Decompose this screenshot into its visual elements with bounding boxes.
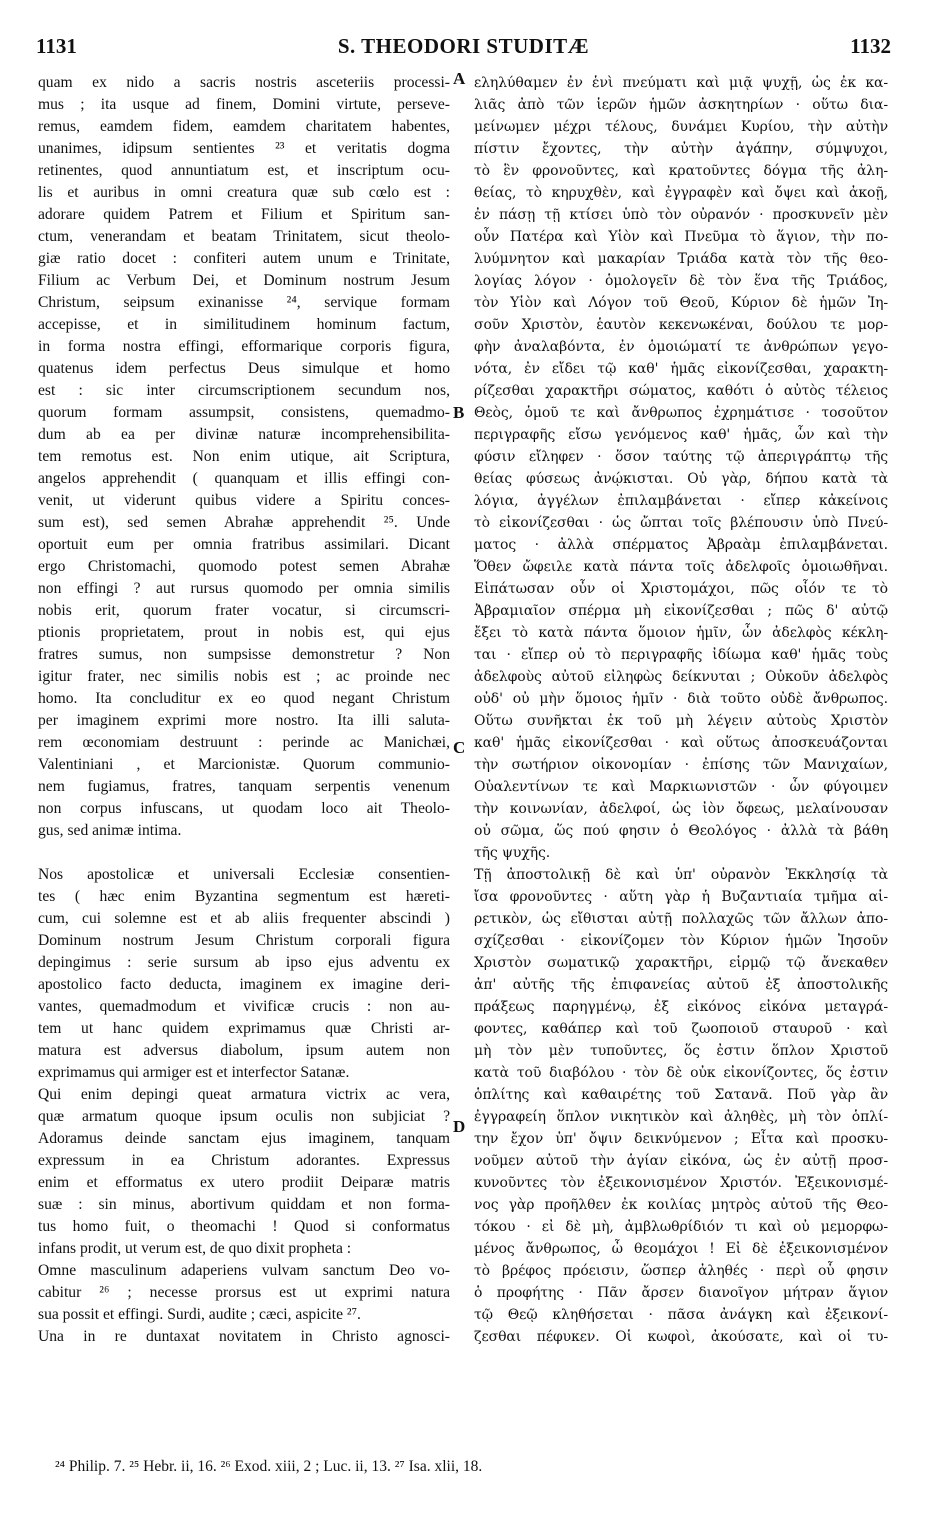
latin-text-line: ergo Christomachi, quomodo potest semen Abrahæ (38, 558, 450, 575)
latin-text-line: mus ; ita usque ad finem, Domini virtute, perseve- (38, 96, 450, 113)
latin-text-line: sua possit et effingi. Surdi, audite ; cæci, aspicite ²⁷. (38, 1306, 361, 1323)
greek-text-line: τῆς ψυχῆς. (474, 845, 551, 861)
greek-text-line: ἀδελφοὺς αὐτοῦ εἰληφὼς δείκνυται ; Οὐκοῦν ἀδελφὸς (474, 669, 888, 685)
greek-text-line: πίστιν ἔχοντες, τὴν αὐτὴν ἀγάπην, σύμψυχοι, (474, 141, 888, 157)
greek-text-line: ματος · ἀλλὰ σπέρματος Ἀβραὰμ ἐπιλαμβάνεται. (474, 537, 888, 553)
greek-text-line: πράξεως παρηγμένῳ, ἐξ εἰκόνος εἰκόνα μεταγρά- (474, 999, 888, 1015)
section-marker-d: D (453, 1117, 466, 1136)
greek-text-line: νοῦμεν αὐτοῦ τὴν ἁγίαν εἰκόνα, ὡς ἐν αὐτῇ προσ- (474, 1153, 888, 1169)
latin-text-line: expressum in ea Christum adorantes. Expressus (38, 1152, 450, 1169)
greek-text-line: φὴν ἀναλαβόντα, ἐν ὁμοιώματί τε ἀνθρώπων γεγο- (474, 339, 888, 355)
greek-text-line: ζεσθαι πέφυκεν. Οἱ κωφοὶ, ἀκούσατε, καὶ οἱ τυ- (474, 1329, 888, 1345)
latin-text-line: cum, cui solemne est et ab aliis frequenter abscindi ) (38, 910, 450, 927)
latin-text-line: fratres sumus, non sumpsisse demonstretur ? Non (38, 646, 450, 663)
latin-column (38, 72, 450, 1348)
section-marker-c: C (453, 738, 466, 757)
section-marker-b: B (453, 403, 465, 422)
latin-text-line: ptionis proprietatem, prout in nobis est, qui ejus (38, 624, 450, 641)
latin-text-line: Adoramus deinde sanctam ejus imaginem, tanquam (38, 1130, 450, 1147)
greek-text-line: τὴν κοινωνίαν, ἀδελφοί, ὡς ἰὸν ὄφεως, μελαίνουσαν (474, 801, 888, 817)
greek-text-line: λιᾶς ἀπὸ τῶν ἱερῶν ἡμῶν ἀσκητηρίων · οὕτω δια- (474, 97, 888, 113)
greek-text-line: την ἔχον ὑπ' ὄψιν δεικνύμενον ; Εἶτα καὶ προσκυ- (474, 1131, 888, 1147)
greek-text-line: οὐ σῶμα, ὥς πού φησιν ὁ Θεολόγος · ἀλλὰ τὰ βάθη (474, 823, 888, 839)
latin-text-line: vantes, quemadmodum et vivificæ crucis : non au- (38, 998, 450, 1015)
latin-text-line: sum est), sed semen Abrahæ apprehendit ²⁵. Unde (38, 514, 450, 531)
latin-text-line: infans prodit, ut verum est, de quo dixit propheta : (38, 1240, 352, 1257)
greek-text-line: φύσιν εἴληφεν · ὅσον ταύτης τῷ ἀπεριγράπτῳ τῆς (474, 449, 888, 465)
greek-text-line: ρίζεσθαι χαρακτῆρι σώματος, καθότι ὁ αὐτὸς τέλειος (474, 383, 888, 399)
greek-text-line: μένος ἄνθρωπος, ὦ θεομάχοι ! Εἰ δὲ ἐξεικονισμένον (474, 1241, 888, 1257)
latin-text-line: accepisse, et in similitudinem hominum factum, (38, 316, 450, 333)
greek-text-line: τόκου · εἰ δὲ μὴ, ἀμβλωθρίδιόν τι καὶ οὐ μεμορφω- (474, 1219, 888, 1235)
latin-text-line: tem ut hanc quidem exprimamus quæ Christi ar- (38, 1020, 450, 1037)
latin-text-line: unanimes, idipsum sentientes ²³ et veritatis dogma (38, 140, 450, 157)
latin-text-line: giæ ratio docet : confiteri autem unum e Trinitate, (38, 250, 450, 267)
latin-text-line: gus, sed animæ intima. (38, 822, 182, 839)
latin-text-line: remus, eamdem fidem, eamdem charitatem habentes, (38, 118, 450, 135)
greek-text-line: θείας, τὸ κηρυχθὲν, καὶ ἐγγραφὲν καὶ ὄψει καὶ ἀκοῇ, (474, 185, 888, 201)
greek-text-line: σοῦν Χριστὸν, ἑαυτὸν κεκενωκέναι, δούλου τε μορ- (474, 317, 888, 333)
greek-text-line: ἴσα φρονοῦντες · αὕτη γὰρ ἡ Βυζαντιαία τμῆμα αἱ- (474, 889, 888, 905)
greek-text-line: οὐδ' οὐ μὴν ὅμοιος ἡμῖν · διὰ τοῦτο οὐδὲ ἄνθρωπος. (474, 691, 888, 707)
latin-text-line: quorum formam assumpsit, consistens, quemadmo- (38, 404, 450, 421)
latin-text-line: ctum, venerandam et beatam Trinitatem, sicut theolo- (38, 228, 450, 245)
section-marker-a: A (453, 69, 466, 88)
latin-text-line: nem fugiamus, fratres, tanquam serpentis venenum (38, 778, 450, 795)
latin-text-line: quam ex nido a sacris nostris asceteriis processi- (38, 74, 450, 91)
latin-text-line: igitur frater, nec similis nobis est ; ac proinde nec (38, 668, 450, 685)
greek-text-line: ἐγγραφείη ὅπλον νικητικὸν καὶ ἀληθὲς, μὴ τὸν ὁπλί- (474, 1109, 888, 1125)
latin-text-line: exprimamus qui armiger est et interfector Satanæ. (38, 1064, 350, 1081)
greek-text-line: τὸ εἰκονίζεσθαι · ὡς ὤπται τοῖς βλέπουσιν ὑπὸ Πνεύ- (474, 515, 888, 531)
latin-text-line: matura est adversus diabolum, ipsum autem non (38, 1042, 450, 1059)
greek-text-line: λόγια, ἀγγέλων ἐπιλαμβάνεται · εἴπερ κἀκείνοις (474, 493, 888, 509)
latin-text-line: Nos apostolicæ et universali Ecclesiæ consentien- (38, 866, 450, 883)
greek-text-line: Οὕτω συνῆκται ἐκ τοῦ μὴ λέγειν αὐτοὺς Χριστὸν (474, 713, 888, 729)
greek-text-line: φοντες, καθάπερ καὶ τοῦ ζωοποιοῦ σταυροῦ · καὶ (474, 1021, 888, 1037)
greek-text-line: ἔξει τὸ κατὰ πάντα ὅμοιον ἡμῖν, ὧν ἀδελφὸς κέκλη- (474, 625, 888, 641)
latin-text-line: retinentes, quod annuntiatum est, et inscriptum ocu- (38, 162, 450, 179)
latin-text-line: enim et efformatus ex utero prodiit Deiparæ matris (38, 1174, 450, 1191)
greek-text-line: τὸν Υἱὸν καὶ Λόγον τοῦ Θεοῦ, Κύριον δὲ ἡμῶν Ἰη- (474, 295, 888, 311)
latin-text-line: Valentiniani , et Marcionistæ. Quorum communio- (38, 756, 450, 773)
latin-text-line: dum ab ea per divinæ naturæ incomprehensibilita- (38, 426, 450, 443)
greek-text-line: ἐν πάσῃ τῇ κτίσει ὑπὸ τὸν οὐρανόν · προσκυνεῖν μὲν (474, 207, 888, 223)
greek-text-line: Ὅθεν ὤφειλε κατὰ πάντα τοῖς ἀδελφοῖς ὁμοιωθῆναι. (474, 559, 888, 575)
greek-text-line: Οὐαλεντίνων τε καὶ Μαρκιωνιστῶν · ὧν φύγοιμεν (474, 779, 888, 795)
greek-text-line: Ἀβραμιαῖον σπέρμα μὴ εἰκονίζεσθαι ; πῶς δ' αὐτῷ (474, 603, 888, 619)
greek-text-line: ὁ προφήτης · Πᾶν ἄρσεν διανοῖγον μήτραν ἅγιον (474, 1285, 888, 1301)
greek-text-line: ρετικὸν, ὡς εἴθισται αὐτῇ πολλαχῶς τῶν ἄλλων ἀπο- (474, 911, 888, 927)
greek-text-line: τὸ βρέφος πρόεισιν, ὥσπερ ἀληθές · περὶ οὗ φησιν (474, 1263, 888, 1279)
greek-text-line: νος γὰρ προῆλθεν ἐκ κοιλίας μητρὸς αὐτοῦ τῆς Θεο- (474, 1197, 888, 1213)
greek-text-line: Εἰπάτωσαν οὖν οἱ Χριστομάχοι, πῶς οἷόν τε τὸ (474, 581, 888, 597)
page-number-left: 1131 (36, 34, 77, 58)
latin-text-line: quæ armatum quoque ipsum oculis non subjiciat ? (38, 1108, 450, 1125)
latin-text-line: quatenus idem perfectus Deus simulque et homo (38, 360, 450, 377)
latin-text-line: suæ : sin minus, abortivum quiddam et non forma- (38, 1196, 450, 1213)
greek-text-line: κατὰ τοῦ διαβόλου · τὸν δὲ οὐκ εἰκονίζοντες, ὅς ἐστιν (474, 1065, 888, 1081)
latin-text-line: Omne masculinum adaperiens vulvam sanctum Deo vo- (38, 1262, 450, 1279)
greek-text-line: ἀπ' αὐτῆς τῆς ἐπιφανείας αὐτοῦ ἐξ ἀποστολικῆς (474, 977, 888, 993)
running-title: S. THEODORI STUDITÆ (337, 34, 590, 58)
greek-text-line: εληλύθαμεν ἐν ἑνὶ πνεύματι καὶ μιᾷ ψυχῇ, ὡς ἐκ κα- (474, 75, 888, 91)
greek-text-line: Θεὸς, ὁμοῦ τε καὶ ἄνθρωπος ἐχρημάτισε · τοσοῦτον (474, 405, 888, 421)
latin-text-line: cabitur ²⁶ ; necesse prorsus est ut exprimi natura (38, 1284, 450, 1301)
latin-text-line: lis et auribus in omni creatura quæ sub cœlo est : (38, 184, 450, 201)
greek-text-line: οὖν Πατέρα καὶ Υἱὸν καὶ Πνεῦμα τὸ ἅγιον, τὴν πο- (474, 229, 888, 245)
greek-text-line: Τῇ ἀποστολικῇ δὲ καὶ ὑπ' οὐρανὸν Ἐκκλησίᾳ τὰ (474, 867, 888, 883)
latin-text-line: non corpus infuscans, ut quodam loco ait Theolo- (38, 800, 450, 817)
greek-text-line: καθ' ἡμᾶς εἰκονίζεσθαι · καὶ οὕτως ἀποσκευάζονται (474, 735, 888, 751)
latin-text-line: rem œconomiam destruunt : perinde ac Manichæi, (38, 734, 450, 751)
greek-text-line: τὸ ἓν φρονοῦντες, καὶ κρατοῦντες δόγμα τῆς ἀλη- (474, 163, 888, 179)
greek-text-line: μὴ τὸν μὲν τυποῦντες, ὅς ἐστιν ὅπλον Χριστοῦ (474, 1043, 888, 1059)
greek-text-line: Χριστὸν σωματικῷ χαρακτῆρι, εἱρμῷ τῷ ἄνεκαθεν (474, 955, 888, 971)
latin-text-line: Dominum nostrum Jesum Christum corporali figura (38, 932, 450, 949)
greek-text-line: ται · εἴπερ οὐ τὸ περιγραφῆς ἰδίωμα καθ' ἡμᾶς τοὺς (474, 647, 888, 663)
page-number-right: 1132 (850, 34, 891, 58)
latin-text-line: apostolico facto deducta, imaginem ex imagine deri- (38, 976, 450, 993)
latin-text-line: tem remotus est. Non enim utique, ait Scriptura, (38, 448, 450, 465)
greek-text-line: περιγραφῆς εἴσω γενόμενος καθ' ἡμᾶς, ὧν καὶ τὴν (474, 427, 888, 443)
latin-text-line: adorare quidem Patrem et Filium et Spiritum san- (38, 206, 450, 223)
latin-text-line: depingimus : serie sursum ab ipso ejus adventu ex (38, 954, 450, 971)
greek-text-line: λογίας λόγον · ὁμολογεῖν δὲ τὸν ἕνα τῆς Τριάδος, (474, 273, 888, 289)
greek-text-line: ὁπλίτης καὶ καθαιρέτης τοῦ Σατανᾶ. Ποῦ γὰρ ἂν (474, 1087, 888, 1103)
latin-text-line: venit, ut viderunt quibus videre a Spiritu conces- (38, 492, 450, 509)
latin-text-line: nobis erit, quorum frater vocatur, si circumscri- (38, 602, 450, 619)
greek-text-line: τῷ Θεῷ κληθήσεται · πᾶσα ἀνάγκη καὶ ἐξεικονί- (474, 1307, 888, 1323)
greek-text-line: μείνωμεν μέχρι τέλους, δυνάμει Κυρίου, τὴν αὐτὴν (474, 119, 888, 135)
greek-text-line: σχίζεσθαι · εἰκονίζομεν τὸν Κύριον ἡμῶν Ἰησοῦν (474, 933, 888, 949)
latin-text-line: per imaginem exprimi more nostro. Ita illi saluta- (38, 712, 450, 729)
footnotes: ²⁴ Philip. 7. ²⁵ Hebr. ii, 16. ²⁶ Exod. xiii, 2 ; Luc. ii, 13. ²⁷ Isa. xlii, 18. (55, 1458, 483, 1475)
latin-text-line: angelos apprehendit ( quanquam et illis effingi con- (38, 470, 450, 487)
latin-text-line: tes ( hæc enim Byzantina segmentum est hæreti- (38, 888, 450, 905)
latin-text-line: tus homo fuit, o theomachi ! Quod si conformatus (38, 1218, 450, 1235)
latin-text-line: in forma nostra effingi, efformarique corporis figura, (38, 338, 450, 355)
latin-text-line: Qui enim depingi queat armatura victrix ac vera, (38, 1086, 450, 1103)
latin-text-line: homo. Ita concluditur ex eo quod negant Christum (38, 690, 450, 707)
latin-text-line: Una in re duntaxat novitatem in Christo agnosci- (38, 1328, 450, 1345)
latin-text-line: Filium ac Verbum Dei, et Dominum nostrum Jesum (38, 272, 450, 289)
paragraph-break (38, 842, 450, 864)
latin-text-line: est : sic inter circumscriptionem secundum nos, (38, 382, 450, 399)
greek-column (474, 72, 888, 1348)
greek-text-line: τὴν σωτήριον οἰκονομίαν · ἐπίσης τῶν Μανιχαίων, (474, 757, 888, 773)
latin-text-line: non effingi ? aut rursus quomodo per omnia similis (38, 580, 450, 597)
latin-text-line: Christum, seipsum exinanisse ²⁴, servique formam (38, 294, 450, 311)
greek-text-line: κυνοῦντες τὸν ἐξεικονισμένον Χριστόν. Ἐξεικονισμέ- (474, 1175, 888, 1191)
greek-text-line: λυύμνητον καὶ μακαρίαν Τριάδα κατὰ τὸν τῆς θεο- (474, 251, 888, 267)
latin-text-line: oportuit eum per omnia fratribus assimilari. Dicant (38, 536, 450, 553)
greek-text-line: θείας φύσεως ἀνῴκισται. Οὐ γὰρ, δήπου κατὰ τὰ (474, 471, 888, 487)
page-header (36, 34, 891, 70)
greek-text-line: νότα, ἐν εἴδει τῷ καθ' ἡμᾶς εἰκονίζεσθαι, χαρακτη- (474, 361, 888, 377)
